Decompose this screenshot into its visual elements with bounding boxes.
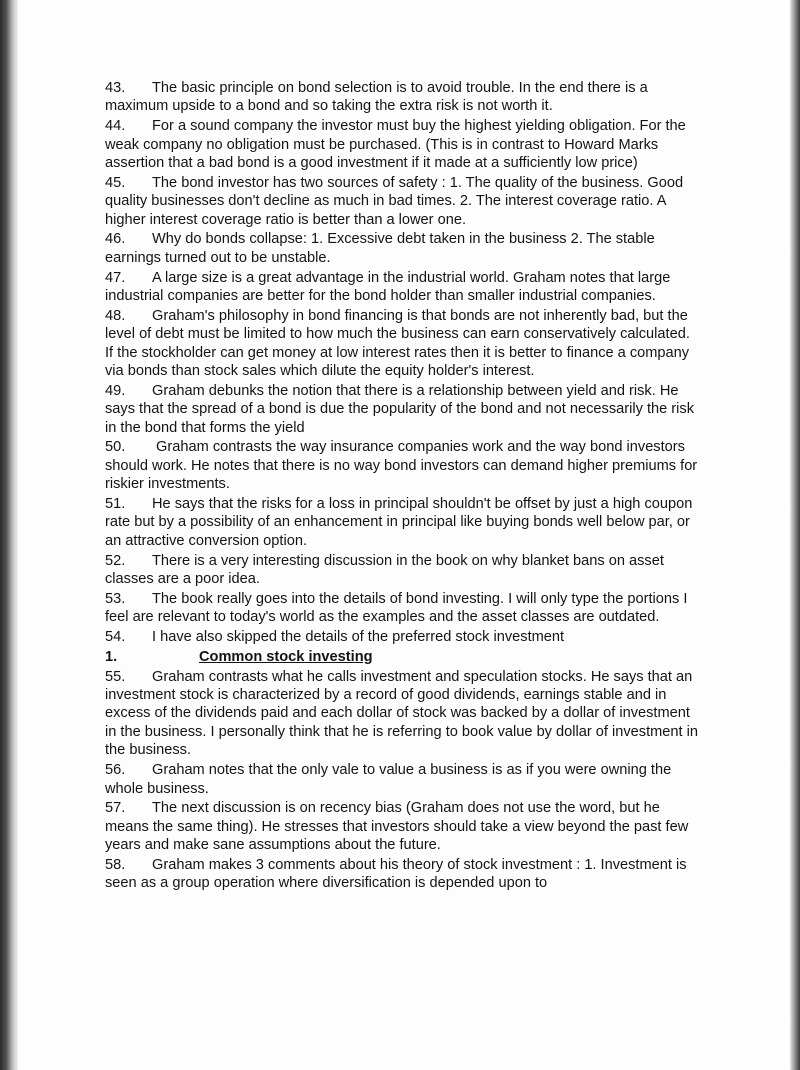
- list-item-text: Graham makes 3 comments about his theory of stock investment : 1. Investment is seen as a group operation where diversification is depended upon to: [105, 856, 687, 892]
- list-item: [105, 495, 700, 550]
- numbered-list-stocks: [105, 668, 700, 893]
- list-item-number: 46.: [105, 231, 126, 248]
- list-item: [105, 174, 700, 229]
- section-heading-number: 1.: [105, 648, 118, 665]
- list-item-number: 58.: [105, 856, 126, 873]
- list-item-text: The bond investor has two sources of safety : 1. The quality of the business. Good quality businesses don't decline as much in bad times. 2. The interest coverage ratio. A higher interest coverage ratio is better than a lower one.: [105, 174, 684, 228]
- list-item-text: The basic principle on bond selection is to avoid trouble. In the end there is a maximum upside to a bond and so taking the extra risk is not worth it.: [105, 80, 648, 115]
- list-item-text: Why do bonds collapse: 1. Excessive debt taken in the business 2. The stable earnings turned out to be unstable.: [105, 231, 655, 266]
- list-item-text: The book really goes into the details of bond investing. I will only type the portions I feel are relevant to today's world as the examples and the asset classes are outdated.: [105, 590, 688, 626]
- list-item-text: There is a very interesting discussion in the book on why blanket bans on asset classes are a poor idea.: [105, 552, 664, 588]
- list-item-number: 45.: [105, 174, 126, 191]
- list-item: [105, 438, 700, 493]
- list-item-number: 52.: [105, 552, 126, 569]
- list-item-number: 47.: [105, 269, 126, 286]
- list-item-number: 57.: [105, 800, 126, 817]
- list-item-text: Graham contrasts what he calls investment and speculation stocks. He says that an investment stock is characterized by a record of good dividends, earnings stable and in excess of the dividends paid and each dollar of stock was backed by a dollar of investment in the business. I personally think that he is referring to book value by dollar of investment in the business.: [105, 668, 698, 759]
- section-heading-title: Common stock investing: [199, 648, 373, 665]
- list-item-number: 51.: [105, 496, 126, 513]
- list-item-text: Graham debunks the notion that there is a relationship between yield and risk. He says that the spread of a bond is due the popularity of the bond and not necessarily the risk in the bond that forms the yield: [105, 382, 694, 436]
- list-item-number: 48.: [105, 307, 126, 324]
- page-edge-shadow-right: [790, 0, 800, 1070]
- numbered-list-bonds: [105, 79, 700, 646]
- list-item-number: 55.: [105, 668, 126, 685]
- list-item-text: Graham contrasts the way insurance companies work and the way bond investors should work. He notes that there is no way bond investors can demand higher premiums for riskier investments.: [105, 439, 698, 493]
- list-item: [105, 856, 700, 893]
- list-item-text: A large size is a great advantage in the industrial world. Graham notes that large industrial companies are better for the bond holder than smaller industrial companies.: [105, 269, 671, 305]
- list-item-text: He says that the risks for a loss in principal shouldn't be offset by just a high coupon rate but by a possibility of an enhancement in principal like buying bonds well below par, or an attractive conversion option.: [105, 496, 693, 549]
- list-item: [105, 590, 700, 627]
- list-item: [105, 307, 700, 381]
- list-item-number: 49.: [105, 382, 126, 399]
- list-item: [105, 269, 700, 306]
- list-item: [105, 79, 700, 116]
- section-heading: [105, 648, 700, 666]
- list-item-text: Graham notes that the only vale to value a business is as if you were owning the whole business.: [105, 762, 672, 797]
- page-edge-shadow-left: [0, 0, 18, 1070]
- list-item: [105, 117, 700, 172]
- list-item: [105, 628, 700, 646]
- list-item: [105, 382, 700, 437]
- list-item: [105, 230, 700, 267]
- list-item-number: 44.: [105, 118, 126, 135]
- list-item-text: For a sound company the investor must buy the highest yielding obligation. For the weak company no obligation must be purchased. (This is in contrast to Howard Marks assertion that a bad bond is a good investment if it made at a sufficiently low price): [105, 118, 686, 172]
- list-item: [105, 552, 700, 589]
- list-item: [105, 799, 700, 854]
- list-item: [105, 761, 700, 798]
- list-item-number: 50.: [105, 439, 126, 456]
- list-item-number: 43.: [105, 80, 126, 96]
- list-item-number: 54.: [105, 629, 126, 646]
- list-item-number: 53.: [105, 590, 126, 607]
- list-item-text: I have also skipped the details of the preferred stock investment: [152, 629, 565, 646]
- list-item-text: The next discussion is on recency bias (Graham does not use the word, but he means the same thing). He stresses that investors should take a view beyond the past few years and make sane assumptions about the future.: [105, 800, 689, 854]
- list-item-text: Graham's philosophy in bond financing is that bonds are not inherently bad, but the level of debt must be limited to how much the business can earn conservatively calculated. If the stockholder can get money at low interest rates then it is better to finance a company via bonds than stock sales which dilute the equity holder's interest.: [105, 307, 690, 380]
- document-body: [105, 79, 700, 894]
- list-item: [105, 668, 700, 760]
- list-item-number: 56.: [105, 762, 126, 779]
